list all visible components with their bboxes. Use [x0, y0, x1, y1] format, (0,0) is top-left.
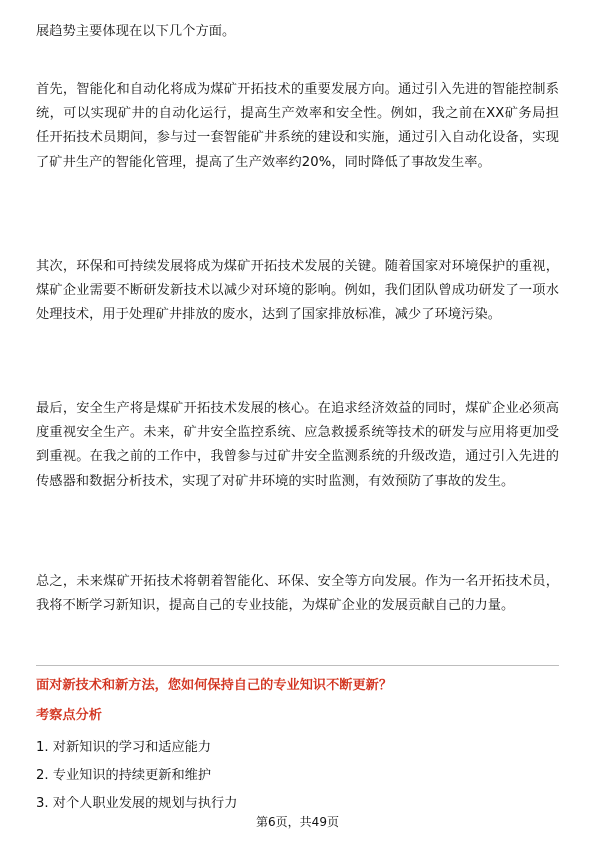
paragraph-last: 最后，安全生产将是煤矿开拓技术发展的核心。在追求经济效益的同时，煤矿企业必须高度重视安全生产。未来，矿井安全监控系统、应急救援系统等技术的研发与应用将更加受到重视。在我之前的工作中，我曾参与过矿井安全监测系统的升级改造，通过引入先进的传感器和数据分析技术，实现了对矿井环境的实时监测，有效预防了事故的发生。: [36, 401, 559, 489]
analysis-heading: 考察点分析: [36, 708, 102, 723]
paragraph-conclusion: 总之，未来煤矿开拓技术将朝着智能化、环保、安全等方向发展。作为一名开拓技术员，我将不断学习新知识，提高自己的专业技能，为煤矿企业的发展贡献自己的力量。: [36, 574, 559, 614]
page-number: 第6页，共49页: [256, 815, 339, 829]
list-item: 2. 专业知识的持续更新和维护: [36, 768, 212, 783]
section-divider: [36, 665, 559, 666]
paragraph-second: 其次，环保和可持续发展将成为煤矿开拓技术发展的关键。随着国家对环境保护的重视，煤矿企业需要不断研发新技术以减少对环境的影响。例如，我们团队曾成功研发了一项水处理技术，用于处理矿井排放的废水，达到了国家排放标准，减少了环境污染。: [36, 259, 559, 323]
interview-question: 面对新技术和新方法，您如何保持自己的专业知识不断更新？: [36, 678, 393, 693]
analysis-list: [36, 734, 237, 818]
list-item: 3. 对个人职业发展的规划与执行力: [36, 796, 238, 811]
paragraph-intro-tail: 展趋势主要体现在以下几个方面。: [36, 24, 236, 39]
list-item: 1. 对新知识的学习和适应能力: [36, 740, 212, 755]
paragraph-first: 首先，智能化和自动化将成为煤矿开拓技术的重要发展方向。通过引入先进的智能控制系统，可以实现矿井的自动化运行，提高生产效率和安全性。例如，我之前在XX矿务局担任开拓技术员期间，参与过一套智能矿井系统的建设和实施，通过引入自动化设备，实现了矿井生产的智能化管理，提高了生产效率约20%，同时降低了事故发生率。: [36, 82, 559, 170]
